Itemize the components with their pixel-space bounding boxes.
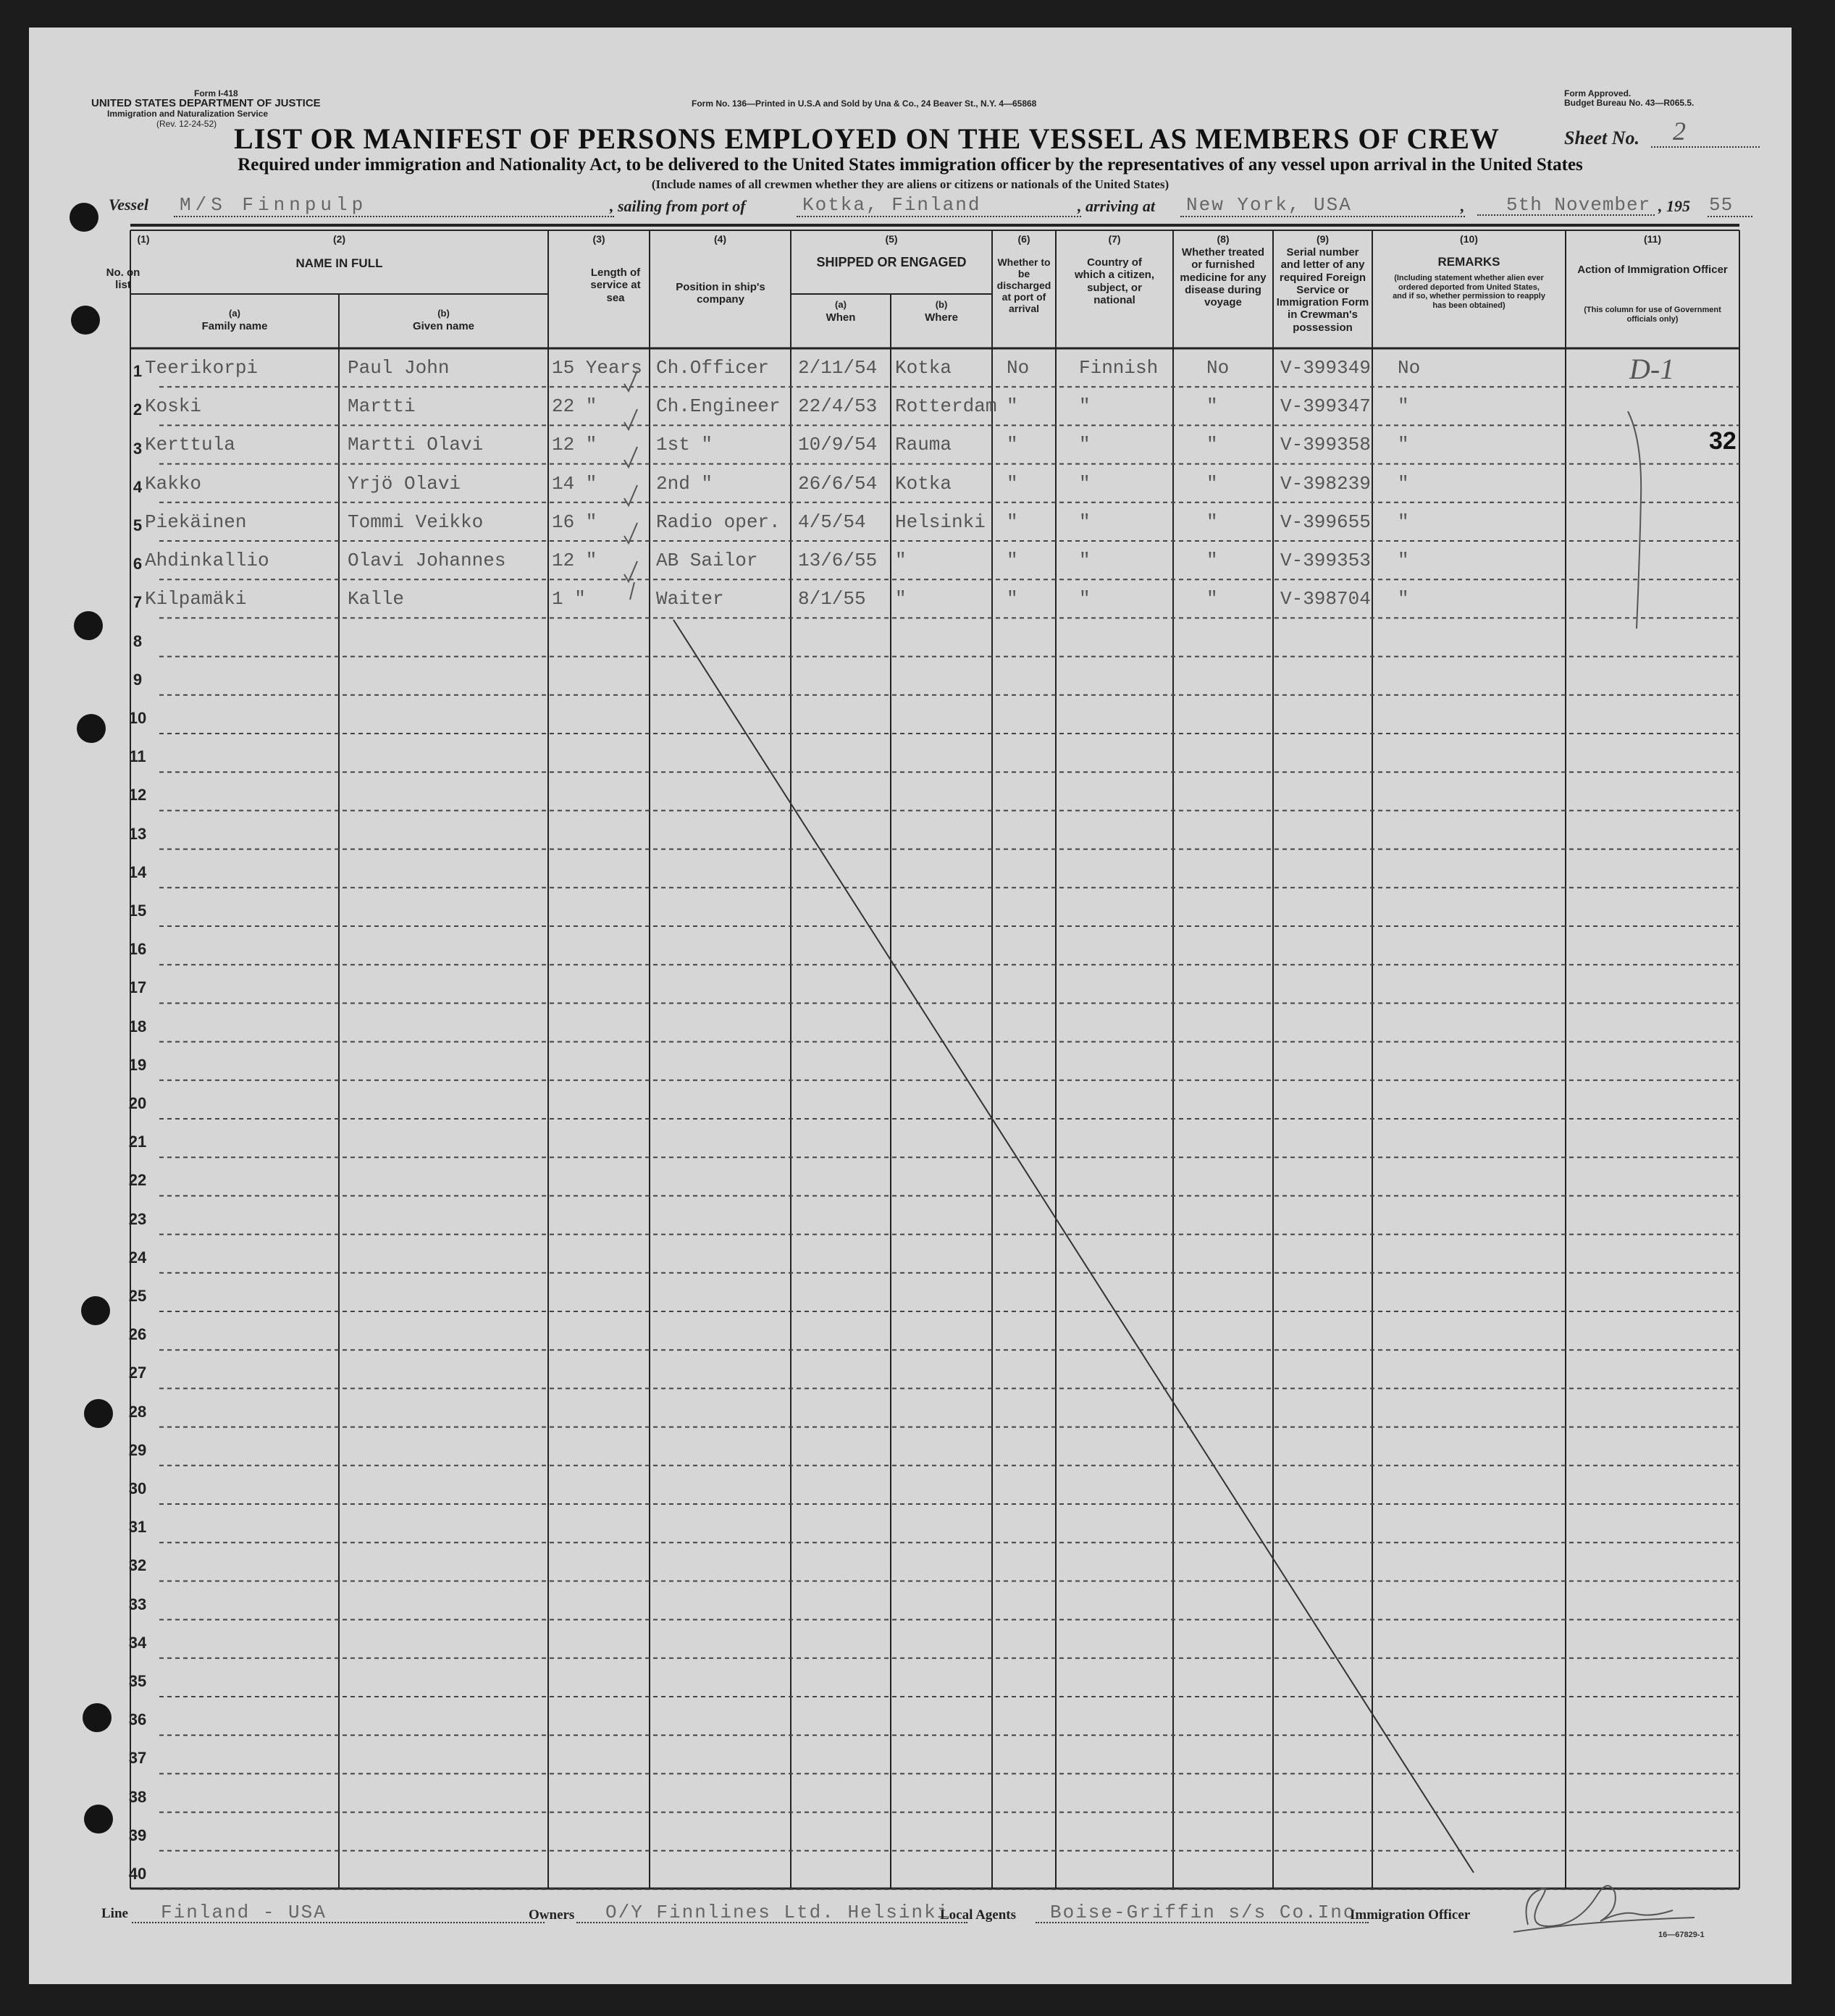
crew-position-cell: Waiter (656, 588, 724, 610)
row-number: 31 (128, 1518, 147, 1537)
crew-service-cell: 12 " (552, 434, 597, 456)
crew-given-cell: Martti Olavi (348, 434, 484, 456)
crew-position-cell: AB Sailor (656, 550, 758, 571)
crew-service-cell: 14 " (552, 472, 597, 495)
row-number: 11 (129, 747, 146, 766)
crew-discharge-cell: " (1007, 588, 1018, 610)
officer-label: Immigration Officer (1350, 1907, 1471, 1923)
crew-remarks-cell: " (1398, 550, 1409, 571)
col5-number: (5) (885, 233, 898, 245)
crew-remarks-cell: " (1398, 472, 1409, 495)
row-number: 9 (133, 670, 143, 689)
crew-position-cell: Radio oper. (656, 511, 781, 533)
arriving-label: , arriving at (1078, 197, 1155, 215)
col11-number: (11) (1643, 233, 1662, 245)
crew-family-cell: Piekäinen (145, 511, 247, 533)
row-number: 25 (128, 1287, 147, 1305)
row-number: 14 (128, 862, 147, 881)
arrival-date: 5th November (1477, 194, 1655, 216)
crew-remarks-cell: " (1398, 588, 1409, 610)
crew-serial-cell: V-398239 (1280, 472, 1371, 495)
crew-service-cell: 16 " (552, 511, 597, 533)
sheet-label: Sheet No. (1564, 127, 1639, 148)
department: UNITED STATES DEPARTMENT OF JUSTICE (91, 97, 321, 109)
col10-header: REMARKS (1437, 255, 1500, 269)
crew-given-cell: Martti (348, 395, 416, 418)
row-number: 20 (128, 1094, 147, 1112)
crew-medicine-cell: " (1206, 588, 1218, 610)
col7-header: Country of which a citizen, subject, or national (1074, 256, 1155, 306)
crew-service-cell: 15 Years (552, 357, 642, 379)
crew-given-cell: Tommi Veikko (348, 511, 484, 533)
owners-label: Owners (529, 1907, 575, 1923)
crew-serial-cell: V-399353 (1280, 550, 1371, 571)
col2b-number: (b) (437, 308, 450, 319)
row-number: 26 (128, 1325, 147, 1344)
crew-discharge-cell: " (1007, 434, 1018, 456)
crew-remarks-cell: " (1398, 395, 1409, 418)
row-number: 38 (128, 1787, 147, 1806)
crew-position-cell: Ch.Engineer (656, 395, 781, 418)
page-title: LIST OR MANIFEST OF PERSONS EMPLOYED ON THE VESSEL AS MEMBERS OF CREW (234, 122, 1500, 155)
row-number: 18 (128, 1017, 147, 1036)
col8-number: (8) (1217, 233, 1230, 245)
crew-discharge-cell: " (1007, 550, 1018, 571)
crew-position-cell: 1st " (656, 434, 713, 456)
revision: (Rev. 12-24-52) (156, 119, 217, 129)
row-number: 3 (133, 439, 143, 458)
crew-given-cell: Olavi Johannes (348, 550, 506, 571)
crew-medicine-cell: No (1206, 357, 1230, 379)
punch-hole (81, 1296, 110, 1325)
crew-medicine-cell: " (1206, 395, 1218, 418)
crew-discharge-cell: " (1007, 472, 1018, 495)
crew-family-cell: Teerikorpi (145, 357, 259, 379)
col2b-header: Given name (412, 320, 475, 332)
punch-hole (83, 1703, 112, 1732)
punch-hole (77, 714, 106, 743)
crew-country-cell: " (1079, 588, 1091, 610)
crew-remarks-cell: No (1398, 357, 1421, 379)
col2-header: NAME IN FULL (295, 256, 383, 270)
col10-note: (Including statement whether alien ever ordered deported from United States, and if so, whether permission to reapply has been obtained) (1393, 274, 1545, 310)
crew-when-cell: 26/6/54 (798, 472, 878, 495)
col9-number: (9) (1316, 233, 1330, 245)
crew-country-cell: " (1079, 472, 1091, 495)
col2a-header: Family name (201, 320, 268, 332)
col11-note: (This column for use of Government officials only) (1584, 306, 1721, 324)
crew-country-cell: " (1079, 395, 1091, 418)
printer-note: Form No. 136—Printed in U.S.A and Sold by Una & Co., 24 Beaver St., N.Y. 4—65868 (692, 98, 1037, 109)
crew-when-cell: 10/9/54 (798, 434, 878, 456)
row-number: 39 (128, 1826, 147, 1844)
officer-signature (1499, 1874, 1702, 1939)
row-number: 35 (128, 1672, 147, 1690)
form-code: 16—67829-1 (1658, 1931, 1705, 1939)
crew-service-cell: 22 " (552, 395, 597, 418)
form-approved: Form Approved. (1564, 88, 1632, 98)
agents-value: Boise-Griffin s/s Co.Inc (1036, 1902, 1369, 1923)
punch-hole (71, 306, 100, 335)
col6-header: Whether to be discharged at port of arrival (996, 256, 1051, 315)
crew-when-cell: 2/11/54 (798, 357, 878, 379)
row-number: 7 (133, 593, 143, 612)
row-number: 30 (128, 1479, 147, 1498)
crew-where-cell: Rauma (895, 434, 952, 456)
crew-remarks-cell: " (1398, 434, 1409, 456)
crew-family-cell: Ahdinkallio (145, 550, 269, 571)
row-number: 17 (128, 978, 147, 997)
crew-family-cell: Kilpamäki (145, 588, 247, 610)
row-number: 33 (128, 1595, 147, 1613)
col5b-number: (b) (935, 299, 948, 310)
row-number: 15 (128, 902, 147, 920)
row-number: 10 (128, 709, 147, 727)
col4-number: (4) (713, 233, 727, 245)
crew-serial-cell: V-399358 (1280, 434, 1371, 456)
arrival-port: New York, USA (1180, 194, 1465, 217)
owners-value: O/Y Finnlines Ltd. Helsinki (576, 1902, 967, 1923)
crew-remarks-cell: " (1398, 511, 1409, 533)
row-number: 1 (133, 362, 143, 381)
crew-when-cell: 13/6/55 (798, 550, 878, 571)
year-suffix: 55 (1708, 194, 1752, 217)
col6-number: (6) (1017, 233, 1030, 245)
col3-header: Length of service at sea (590, 266, 641, 304)
col8-header: Whether treated or furnished medicine for any disease during voyage (1180, 246, 1267, 308)
row-number: 29 (128, 1440, 147, 1459)
subtitle: Required under immigration and Nationality Act, to be delivered to the United States immigration officer by the representatives of any vessel upon arrival in the United States (238, 155, 1583, 175)
punch-hole (84, 1805, 113, 1834)
crew-serial-cell: V-398704 (1280, 588, 1371, 610)
budget-bureau: Budget Bureau No. 43—R065.5. (1564, 98, 1695, 108)
row-number: 4 (133, 477, 143, 496)
row-number: 22 (128, 1171, 147, 1190)
manifest-sheet (29, 28, 1792, 1984)
crew-where-cell: " (895, 550, 907, 571)
line-value: Finland - USA (132, 1902, 545, 1923)
row-number: 40 (128, 1865, 147, 1883)
officer-mark: D-1 (1629, 353, 1675, 385)
crew-where-cell: Kotka (895, 357, 952, 379)
col11-header: Action of Immigration Officer (1577, 264, 1728, 276)
vessel-name: M/S Finnpulp (174, 194, 614, 217)
vessel-label: Vessel (109, 196, 148, 214)
row-number: 24 (128, 1248, 147, 1267)
col1-header: No. on list (106, 266, 140, 292)
crew-serial-cell: V-399349 (1280, 357, 1371, 379)
crew-serial-cell: V-399655 (1280, 511, 1371, 533)
crew-where-cell: Kotka (895, 472, 952, 495)
crew-given-cell: Kalle (348, 588, 405, 610)
form-id: Form I-418 (194, 88, 238, 98)
crew-country-cell: Finnish (1079, 357, 1159, 379)
col1-number: (1) (137, 233, 150, 245)
departure-port: Kotka, Finland (797, 194, 1081, 217)
row-number: 16 (128, 940, 147, 959)
crew-medicine-cell: " (1206, 472, 1218, 495)
punch-hole (74, 611, 103, 640)
row-number: 5 (133, 516, 143, 534)
col7-number: (7) (1108, 233, 1121, 245)
row-number: 23 (128, 1209, 147, 1228)
col9-header: Serial number and letter of any required Foreign Service or Immigration Form in Crewman's possession (1276, 246, 1369, 334)
punch-hole (84, 1399, 113, 1428)
crew-when-cell: 22/4/53 (798, 395, 878, 418)
row-number: 36 (128, 1710, 147, 1729)
crew-medicine-cell: " (1206, 511, 1218, 533)
col5a-number: (a) (835, 299, 847, 310)
crew-family-cell: Kakko (145, 472, 202, 495)
row-number: 8 (133, 631, 143, 650)
crew-country-cell: " (1079, 550, 1091, 571)
col3-number: (3) (592, 233, 605, 245)
row-number: 2 (133, 400, 143, 419)
crew-given-cell: Yrjö Olavi (348, 472, 461, 495)
crew-position-cell: Ch.Officer (656, 357, 770, 379)
col2a-number: (a) (229, 308, 240, 319)
sailing-label: , sailing from port of (610, 197, 746, 215)
crew-family-cell: Koski (145, 395, 202, 418)
crew-when-cell: 4/5/54 (798, 511, 866, 533)
crew-discharge-cell: No (1007, 357, 1030, 379)
service: Immigration and Naturalization Service (107, 109, 269, 119)
crew-serial-cell: V-399347 (1280, 395, 1371, 418)
crew-where-cell: Rotterdam (895, 395, 997, 418)
sheet-number: 2 (1673, 117, 1686, 146)
crew-discharge-cell: " (1007, 395, 1018, 418)
crew-medicine-cell: " (1206, 434, 1218, 456)
comma: , (1460, 197, 1464, 215)
margin-count: 32 (1709, 427, 1737, 455)
row-number: 21 (128, 1133, 147, 1151)
crew-country-cell: " (1079, 511, 1091, 533)
crew-discharge-cell: " (1007, 511, 1018, 533)
punch-hole (70, 203, 98, 232)
row-number: 27 (128, 1364, 147, 1382)
col4-header: Position in ship's company (676, 281, 765, 306)
row-number: 13 (128, 824, 147, 843)
row-number: 12 (128, 786, 147, 805)
instruction-note: (Include names of all crewmen whether they are aliens or citizens or nationals of the United States) (651, 177, 1170, 191)
crew-service-cell: 12 " (552, 550, 597, 571)
crew-family-cell: Kerttula (145, 434, 235, 456)
row-number: 19 (128, 1055, 147, 1074)
row-number: 32 (128, 1556, 147, 1575)
crew-service-cell: 1 " (552, 588, 586, 610)
row-number: 28 (128, 1402, 147, 1421)
line-label: Line (101, 1906, 128, 1921)
crew-when-cell: 8/1/55 (798, 588, 866, 610)
crew-country-cell: " (1079, 434, 1091, 456)
crew-position-cell: 2nd " (656, 472, 713, 495)
row-number: 37 (128, 1749, 147, 1768)
col5-header: SHIPPED OR ENGAGED (816, 255, 967, 269)
col5b-header: Where (925, 311, 958, 324)
crew-medicine-cell: " (1206, 550, 1218, 571)
row-number: 6 (133, 555, 143, 574)
year-prefix: , 195 (1658, 197, 1690, 215)
agents-label: Local Agents (940, 1907, 1017, 1923)
col10-number: (10) (1460, 233, 1478, 245)
crew-given-cell: Paul John (348, 357, 450, 379)
crew-where-cell: Helsinki (895, 511, 986, 533)
col5a-header: When (826, 311, 856, 324)
col2-number: (2) (332, 233, 346, 245)
row-number: 34 (128, 1633, 147, 1652)
crew-where-cell: " (895, 588, 907, 610)
